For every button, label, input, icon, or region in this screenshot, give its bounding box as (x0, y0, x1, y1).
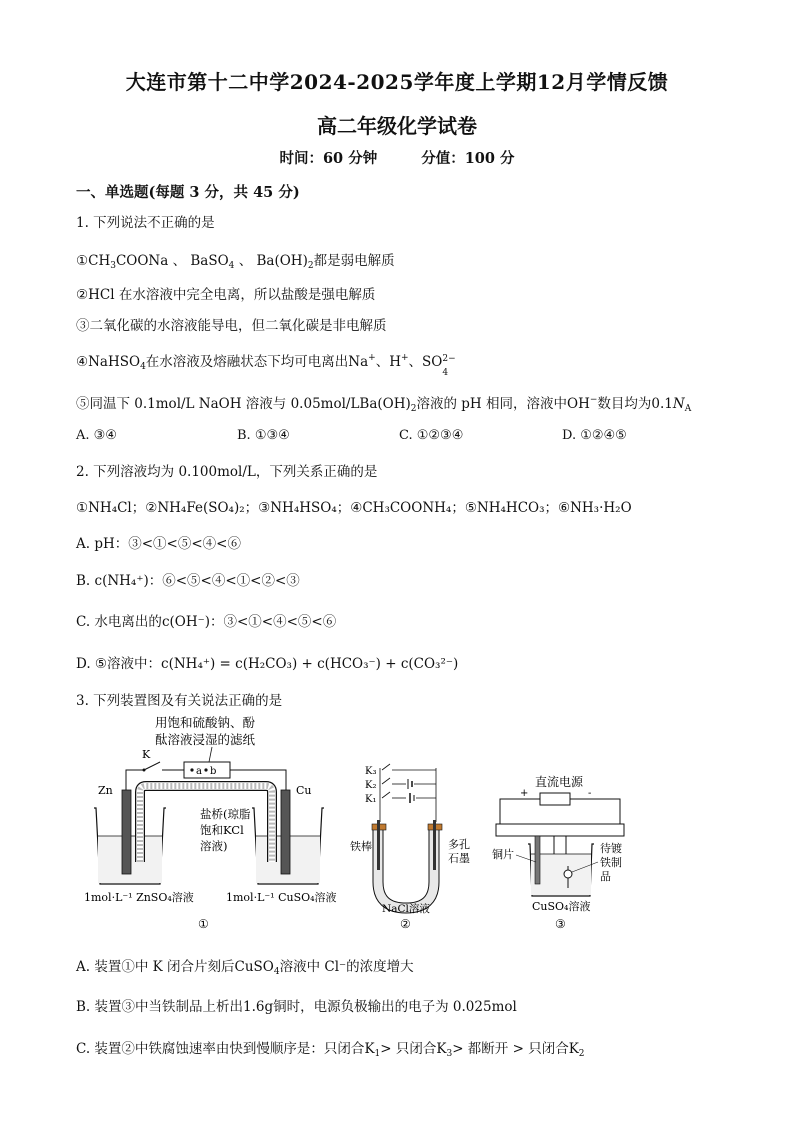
figure-2-u-tube (350, 764, 470, 931)
fig1-right-solution: 1mol·L⁻¹ CuSO₄溶液 (226, 891, 337, 904)
fig1-bridge-label-2: 饱和KCl (200, 823, 244, 837)
q3-option-c[interactable]: C. 装置②中铁腐蚀速率由快到慢顺序是：只闭合$K_1>$ 只闭合$K_3>$ 都断开 > 只闭合$K_2$ (76, 1041, 585, 1059)
q2-option-b[interactable]: B. c(NH₄⁺)：⑥<⑤<④<①<②<③ (76, 573, 300, 589)
fig3-minus-label: - (588, 788, 592, 799)
q2-option-a[interactable]: A. pH：③<①<⑤<④<⑥ (76, 536, 241, 552)
fig2-k1-label: K₁ (365, 794, 377, 805)
q2-option-c[interactable]: C. 水电离出的c(OH⁻)：③<①<④<⑤<⑥ (76, 614, 337, 630)
fig2-solution-label: NaCl溶液 (382, 903, 430, 915)
q2-stem: 2. 下列溶液均为 0.100mol/L，下列关系正确的是 (76, 464, 378, 480)
fig1-zn-label: Zn (98, 784, 113, 797)
q1-statement-4: ④NaHSO$_4$在水溶液及熔融状态下均可电离出Na+、H+、SO 2− 4 (76, 353, 456, 378)
fig2-iron-label: 铁棒 (350, 840, 372, 853)
zn-electrode (122, 790, 131, 874)
fig1-number: ① (198, 917, 209, 931)
q1-statement-1: $①CH_3COONa$ 、 BaSO$_4$ 、 $Ba(OH)_2$都是弱电解质 (76, 253, 395, 271)
q1-statement-3: ③二氧化碳的水溶液能导电，但二氧化碳是非电解质 (76, 318, 387, 334)
iron-rod (377, 820, 380, 870)
q1-option-a[interactable]: A. ③④ (76, 428, 117, 443)
iron-item (564, 870, 572, 878)
fig2-k3-label: K₃ (365, 766, 377, 777)
q1-option-c[interactable]: C. ①②③④ (399, 428, 464, 443)
exam-time: 时间：60 分钟 (279, 150, 378, 167)
fig1-label-top2: 酞溶液浸湿的滤纸 (155, 732, 256, 747)
fig2-number: ② (400, 917, 411, 931)
q3-option-a[interactable]: A. 装置①中 K 闭合片刻后CuSO$_4$溶液中 Cl⁻的浓度增大 (76, 959, 414, 977)
cu-electrode (281, 790, 290, 874)
u-tube (378, 830, 434, 908)
fig1-k-label: K (142, 748, 151, 761)
switch-k3[interactable] (382, 764, 390, 770)
q3-stem: 3. 下列装置图及有关说法正确的是 (76, 693, 283, 709)
q1-statement-5: ⑤同温下 0.1mol/L NaOH 溶液与 $0.05mol/LBa(OH)_2$溶液的 pH 相同，溶液中OH−数目均为$0.1N_A$ (76, 395, 692, 414)
fig3-solution-label: CuSO₄溶液 (532, 900, 591, 913)
q2-solution-list: ①NH₄Cl；②NH₄Fe(SO₄)₂；③NH₄HSO₄；④CH₃COONH₄；⑤NH₄HCO₃；⑥NH₃·H₂O (76, 500, 632, 516)
fig1-b-label: b (210, 766, 217, 777)
fig3-item-label-2: 铁制 (600, 856, 622, 869)
q1-stem: 1. 下列说法不正确的是 (76, 215, 215, 231)
fig1-bridge-label-3: 溶液) (200, 839, 228, 853)
section-heading: 一、单选题(每题 3 分，共 45 分) (76, 184, 300, 201)
q1-statement-2: ②HCl 在水溶液中完全电离，所以盐酸是强电解质 (76, 287, 376, 303)
fig1-cu-label: Cu (296, 784, 312, 797)
fig2-graphite-label-1: 多孔 (448, 838, 470, 851)
exam-subtitle: 高二年级化学试卷 (317, 114, 477, 138)
graphite-electrode (433, 820, 436, 870)
fig3-plus-label: + (520, 788, 529, 799)
exam-title: 大连市第十二中学2024-2025学年度上学期12月学情反馈 (125, 70, 669, 94)
switch-k2[interactable] (382, 778, 390, 784)
q2-option-d[interactable]: D. ⑤溶液中：c(NH₄⁺) = c(H₂CO₃) + c(HCO₃⁻) + c(CO₃²⁻) (76, 656, 459, 672)
figure-1-daniell-cell (84, 715, 337, 931)
exam-meta (0, 147, 794, 168)
dc-power-source (540, 793, 570, 805)
copper-plate (535, 836, 540, 884)
fig2-k2-label: K₂ (365, 780, 377, 791)
q1-option-d[interactable]: D. ①②④⑤ (562, 428, 627, 443)
q1-option-b[interactable]: B. ①③④ (237, 428, 290, 443)
switch-k[interactable] (144, 762, 160, 770)
fig3-number: ③ (555, 917, 566, 931)
figure-3-electroplating (492, 774, 624, 931)
fig1-label-top1: 用饱和硫酸钠、酚 (155, 715, 256, 730)
switch-k1[interactable] (382, 792, 390, 798)
fig3-item-label-1: 待镀 (600, 842, 622, 855)
q3-apparatus-figure (80, 712, 720, 937)
fig3-copper-label: 铜片 (492, 848, 514, 861)
fig1-bridge-label-1: 盐桥(琼脂 (200, 807, 251, 821)
fig1-left-solution: 1mol·L⁻¹ ZnSO₄溶液 (84, 891, 194, 904)
fig3-item-label-3: 品 (600, 870, 611, 883)
exam-score: 分值：100 分 (421, 150, 515, 167)
q3-option-b[interactable]: B. 装置③中当铁制品上析出1.6g铜时，电源负极输出的电子为 0.025mol (76, 999, 517, 1015)
fig2-graphite-label-2: 石墨 (448, 852, 470, 865)
fig3-power-label: 直流电源 (535, 775, 584, 789)
fig1-a-label: a (196, 766, 202, 777)
